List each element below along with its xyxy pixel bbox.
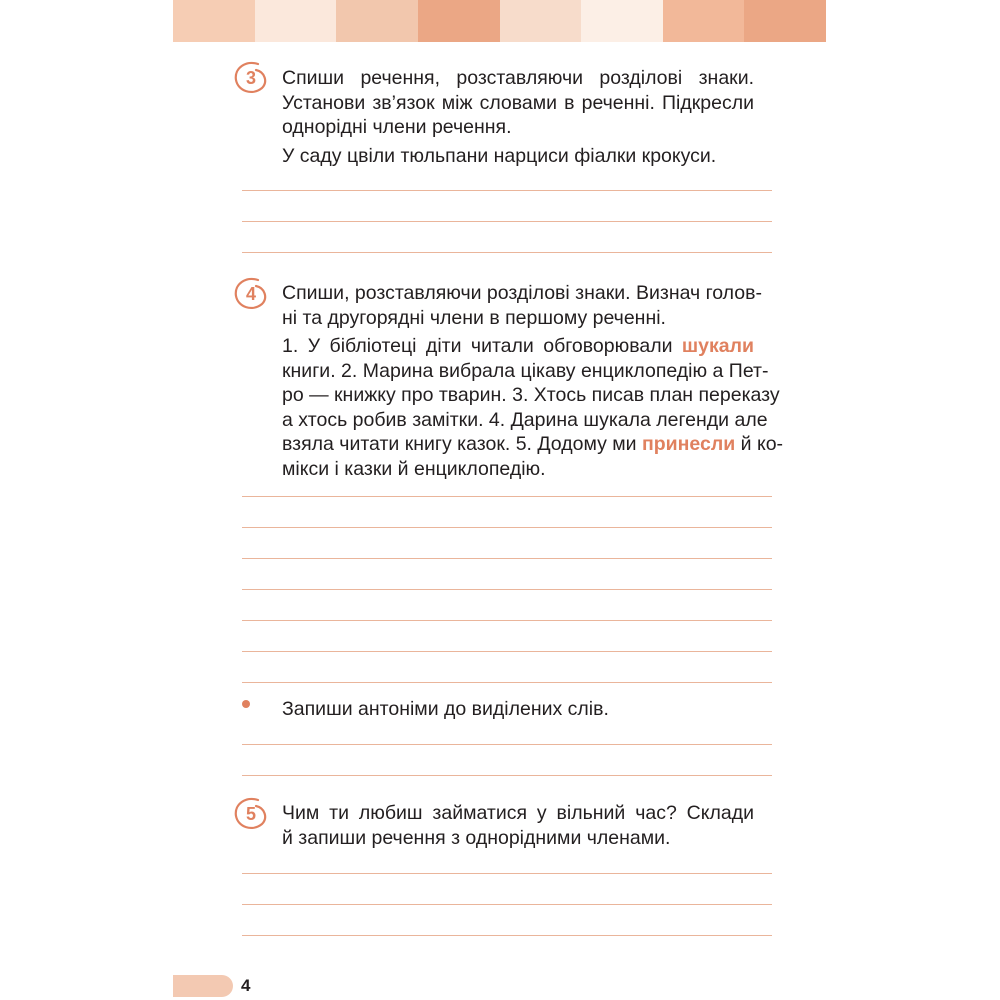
task-instruction: [282, 801, 754, 850]
writing-line: [242, 221, 772, 222]
task-instruction: [282, 281, 762, 330]
text-fragment: взяла читати книгу казок. 5. Додому ми: [282, 433, 642, 455]
instruction-line: Спиши, розставляючи розділові знаки. Визнач голов-: [282, 282, 762, 304]
instruction-line: однорідні члени речення.: [282, 116, 512, 138]
exercise-text: [282, 334, 784, 481]
writing-line: [242, 935, 772, 936]
task-number: 5: [245, 804, 256, 824]
writing-line: [242, 252, 772, 253]
header-swatch: [744, 0, 826, 42]
writing-line: [242, 775, 772, 776]
writing-line: [242, 589, 772, 590]
instruction-line: Спиши речення, розставляючи розділові знаки.: [282, 67, 754, 89]
instruction-line: й запиши речення з однорідними членами.: [282, 826, 671, 849]
writing-line: [242, 904, 772, 905]
header-swatch: [581, 0, 663, 42]
highlighted-word: шукали: [681, 335, 754, 357]
exercise-line: мікси і казки й енциклопедію.: [282, 457, 546, 480]
bullet-dot: [242, 700, 250, 708]
instruction-line: Чим ти любиш займатися у вільний час? Склади: [282, 802, 754, 824]
exercise-line: [282, 334, 754, 359]
writing-line: [242, 527, 772, 528]
task-instruction: [282, 66, 754, 140]
text-fragment: й ко-: [735, 433, 784, 455]
writing-line: [242, 651, 772, 652]
page-number-tab: [173, 975, 233, 997]
task-number: 3: [245, 68, 256, 88]
text-fragment: 1. У бібліотеці діти читали обговорювали: [282, 335, 682, 357]
highlighted-word: принесли: [641, 433, 736, 455]
task-number-badge: [228, 794, 274, 834]
header-swatch: [255, 0, 337, 42]
task-number-badge: [228, 58, 274, 98]
header-swatch: [173, 0, 255, 42]
header-swatch: [418, 0, 500, 42]
exercise-line: книги. 2. Марина вибрала цікаву енциклопедію а Пет-: [282, 359, 769, 382]
instruction-line: Установи зв’язок між словами в реченні. Підкресли: [282, 91, 754, 114]
exercise-line: ро — книжку про тварин. 3. Хтось писав план переказу: [282, 384, 780, 406]
writing-line: [242, 190, 772, 191]
task-number-badge: [228, 274, 274, 314]
header-color-strip: [173, 0, 826, 42]
header-swatch: [336, 0, 418, 42]
exercise-line: а хтось робив замітки. 4. Дарина шукала легенди але: [282, 408, 768, 431]
exercise-sentence: У саду цвіли тюльпани нарциси фіалки крокуси.: [282, 145, 717, 167]
writing-line: [242, 496, 772, 497]
task-number: 4: [245, 284, 256, 304]
exercise-line: [282, 432, 784, 457]
writing-line: [242, 744, 772, 745]
page-number: 4: [241, 976, 251, 995]
instruction-line: ні та другорядні члени в першому реченні.: [282, 306, 666, 329]
writing-line: [242, 558, 772, 559]
subtask-instruction: Запиши антоніми до виділених слів.: [282, 698, 609, 720]
header-swatch: [500, 0, 582, 42]
writing-line: [242, 873, 772, 874]
header-swatch: [663, 0, 745, 42]
writing-line: [242, 682, 772, 683]
writing-line: [242, 620, 772, 621]
